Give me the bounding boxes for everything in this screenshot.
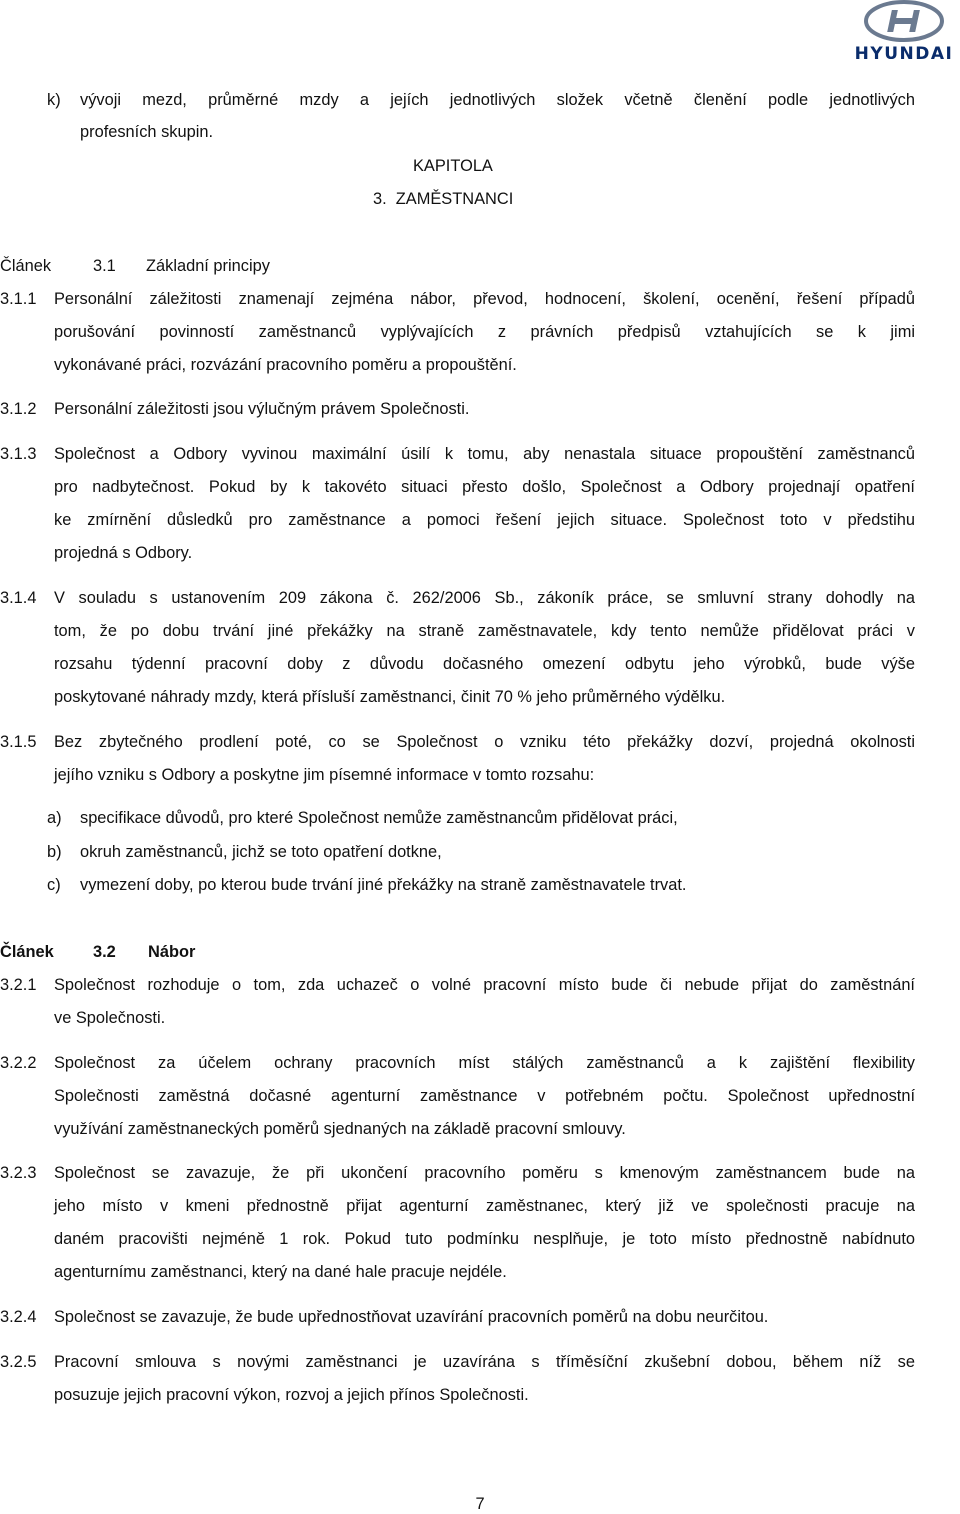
paragraph-3-1-5 bbox=[54, 726, 915, 792]
paragraph-line: pro nadbytečnost. Pokud by k takovéto situaci přesto došlo, Společnost a Odbory projednají opatření bbox=[54, 478, 915, 496]
article-title: Nábor bbox=[148, 943, 196, 961]
hyundai-logo bbox=[850, 0, 958, 66]
brand-text: HYUNDAI bbox=[854, 44, 954, 64]
para-number: 3.1.5 bbox=[0, 733, 37, 751]
paragraph-3-2-4 bbox=[54, 1301, 915, 1334]
para-number: 3.2.2 bbox=[0, 1054, 37, 1072]
chapter-subtitle: 3. ZAMĚSTNANCI bbox=[373, 190, 514, 208]
para-number: 3.1.3 bbox=[0, 445, 37, 463]
paragraph-line: Pracovní smlouva s novými zaměstnanci je uzavírána s tříměsíční zkušební dobou, během níž se bbox=[54, 1353, 915, 1371]
paragraph-line: ke zmírnění důsledků pro zaměstnance a pomoci řešení jejich situace. Společnost toto v předstihu bbox=[54, 511, 915, 529]
paragraph-line: Bez zbytečného prodlení poté, co se Společnost o vzniku této překážky dozví, projedná okolnosti bbox=[54, 733, 915, 751]
paragraph-line: Personální záležitosti znamenají zejména nábor, převod, hodnocení, školení, ocenění, řešení případů bbox=[54, 290, 915, 308]
paragraph-3-2-5 bbox=[54, 1346, 915, 1412]
chapter-title: KAPITOLA bbox=[413, 157, 493, 175]
para-number: 3.1.4 bbox=[0, 589, 37, 607]
paragraph-line: Společnost za účelem ochrany pracovních míst stálých zaměstnanců a k zajištění flexibility bbox=[54, 1054, 915, 1072]
paragraph-line: poskytované náhrady mzdy, která přísluší zaměstnanci, činit 70 % jeho průměrného výdělku. bbox=[54, 688, 726, 706]
paragraph-line: tom, že po dobu trvání jiné překážky na straně zaměstnavatele, kdy tento nemůže přidělovat práci v bbox=[54, 622, 915, 640]
paragraph-line: Společnost se zavazuje, že při ukončení pracovního poměru s kmenovým zaměstnancem bude na bbox=[54, 1164, 915, 1182]
para-number: 3.2.1 bbox=[0, 976, 37, 994]
paragraph-line: posuzuje jejich pracovní výkon, rozvoj a jejich přínos Společnosti. bbox=[54, 1386, 529, 1404]
paragraph-3-1-1 bbox=[54, 283, 915, 382]
list-label: c) bbox=[47, 876, 61, 894]
list-label-k: k) bbox=[47, 91, 61, 109]
paragraph-3-2-2 bbox=[54, 1047, 915, 1146]
list-label: a) bbox=[47, 809, 62, 827]
list-label: b) bbox=[47, 843, 62, 861]
paragraph-3-2-1 bbox=[54, 969, 915, 1035]
paragraph-3-1-3 bbox=[54, 438, 915, 570]
paragraph-line: V souladu s ustanovením 209 zákona č. 262/2006 Sb., zákoník práce, se smluvní strany dohodly na bbox=[54, 589, 915, 607]
hyundai-emblem-icon bbox=[850, 0, 958, 44]
page-number: 7 bbox=[475, 1495, 485, 1513]
para-number: 3.1.1 bbox=[0, 290, 37, 308]
item-k-line-1: vývoji mezd, průměrné mzdy a jejích jednotlivých složek včetně členění podle jednotlivých bbox=[80, 91, 915, 109]
paragraph-line: jeho místo v kmeni přednostně přijat agenturní zaměstnanec, který již ve společnosti pracuje na bbox=[54, 1197, 915, 1215]
paragraph-line: vykonávané práci, rozvázání pracovního poměru a propouštění. bbox=[54, 356, 517, 374]
paragraph-line: ve Společnosti. bbox=[54, 1009, 166, 1027]
paragraph-line: Společnost rozhoduje o tom, zda uchazeč o volné pracovní místo bude či nebude přijat do zaměstnání bbox=[54, 976, 915, 994]
paragraph-line: Společnosti zaměstná dočasné agenturní zaměstnance v potřebném počtu. Společnost upřednostní bbox=[54, 1087, 915, 1105]
para-number: 3.2.3 bbox=[0, 1164, 37, 1182]
paragraph-line: Společnost a Odbory vyvinou maximální úsilí k tomu, aby nenastala situace propouštění zaměstnanců bbox=[54, 445, 915, 463]
article-number: 3.2 bbox=[93, 943, 116, 961]
list-item: specifikace důvodů, pro které Společnost nemůže zaměstnancům přidělovat práci, bbox=[80, 809, 678, 827]
list-item: vymezení doby, po kterou bude trvání jiné překážky na straně zaměstnavatele trvat. bbox=[80, 876, 687, 894]
article-title: Základní principy bbox=[146, 257, 270, 275]
para-number: 3.1.2 bbox=[0, 400, 37, 418]
list-item: okruh zaměstnanců, jichž se toto opatření dotkne, bbox=[80, 843, 442, 861]
article-label: Článek bbox=[0, 943, 54, 961]
paragraph-3-1-2 bbox=[54, 393, 915, 426]
paragraph-line: využívání zaměstnaneckých poměrů sjednaných na základě pracovní smlouvy. bbox=[54, 1120, 626, 1138]
paragraph-line: daném pracovišti nejméně 1 rok. Pokud tuto podmínku nesplňuje, je toto místo přednostně nabídnuto bbox=[54, 1230, 915, 1248]
paragraph-line: agenturnímu zaměstnanci, který na dané hale pracuje nejdéle. bbox=[54, 1263, 507, 1281]
item-k-line-2: profesních skupin. bbox=[80, 123, 214, 141]
paragraph-line: Společnost se zavazuje, že bude upřednostňovat uzavírání pracovních poměrů na dobu neurčitou. bbox=[54, 1308, 769, 1326]
paragraph-line: porušování povinností zaměstnanců vyplývajících z právních předpisů vztahujících se k jimi bbox=[54, 323, 915, 341]
article-number: 3.1 bbox=[93, 257, 116, 275]
paragraph-3-2-3 bbox=[54, 1157, 915, 1289]
paragraph-3-1-4 bbox=[54, 582, 915, 714]
article-label: Článek bbox=[0, 257, 52, 275]
paragraph-line: Personální záležitosti jsou výlučným právem Společnosti. bbox=[54, 400, 470, 418]
paragraph-line: rozsahu týdenní pracovní doby z důvodu dočasného omezení odbytu jeho výrobků, bude výše bbox=[54, 655, 915, 673]
paragraph-line: jejího vzniku s Odbory a poskytne jim písemné informace v tomto rozsahu: bbox=[54, 766, 595, 784]
paragraph-line: projedná s Odbory. bbox=[54, 544, 193, 562]
para-number: 3.2.5 bbox=[0, 1353, 37, 1371]
para-number: 3.2.4 bbox=[0, 1308, 37, 1326]
